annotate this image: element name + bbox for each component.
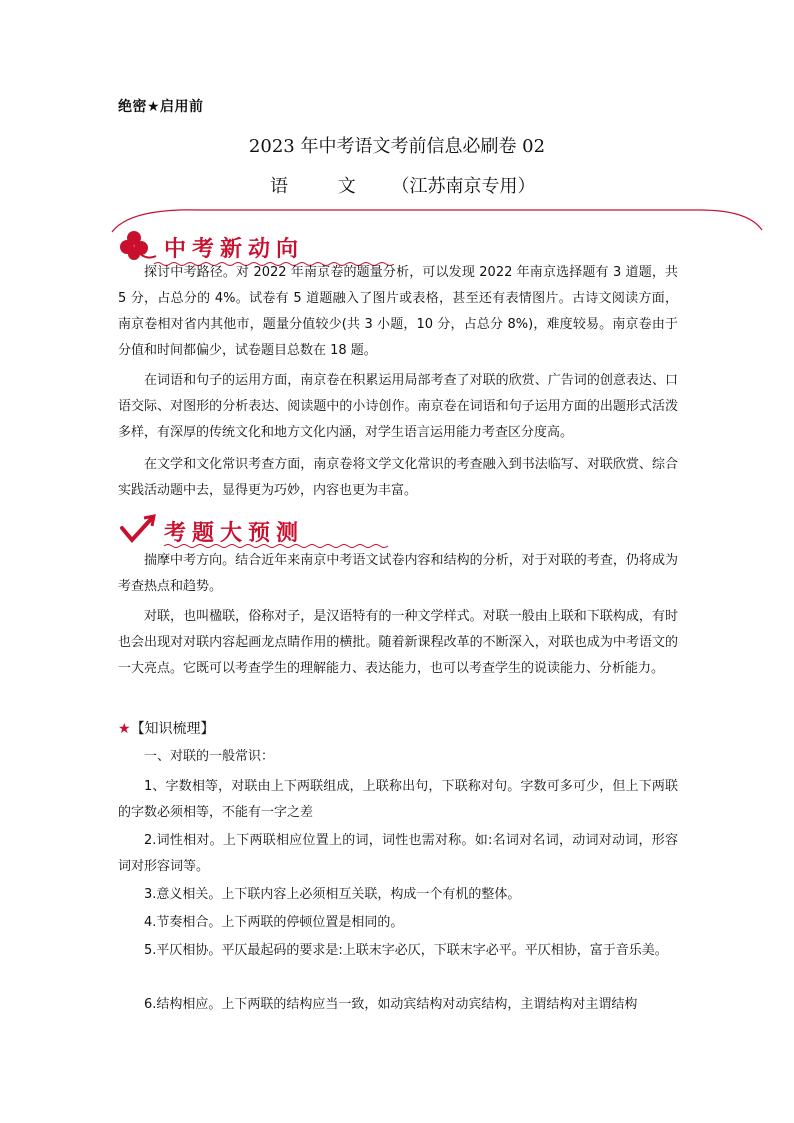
paragraph: 对联，也叫楹联，俗称对子，是汉语特有的一种文学样式。对联一般由上联和下联构成，有时也会出现对对联内容起画龙点睛作用的横批。随着新课程改革的不断深入，对联也成为中考语文的一大亮点。它既可以考查学生的理解能力、表达能力，也可以考查学生的说读能力、分析能力。 — [118, 609, 678, 676]
region-label: （江苏南京专用） — [391, 176, 536, 197]
page-title: 2023 年中考语文考前信息必刷卷 02 — [248, 136, 546, 157]
list-item: 4.节奏相合。上下两联的停顿位置是相同的。 — [144, 915, 404, 930]
list-item: 一、对联的一般常识： — [144, 749, 275, 764]
list-item: 3.意义相关。上下联内容上必须相互关联，构成一个有机的整体。 — [144, 887, 521, 902]
subject-label: 语 文 — [270, 176, 378, 197]
paragraph: 在词语和句子的运用方面，南京卷在积累运用局部考查了对联的欣赏、广告词的创意表达、口语交际、对图形的分析表达、阅读题中的小诗创作。南京卷在词语和句子运用方面的出题形式活泼多样，有深厚的传统文化和地方文化内涵，对学生语言运用能力考查区分度高。 — [118, 373, 678, 440]
list-item: 6.结构相应。上下两联的结构应当一致，如动宾结构对动宾结构，主谓结构对主谓结构 — [144, 997, 638, 1012]
list-item: 1、字数相等，对联由上下两联组成，上联称出句，下联称对句。字数可多可少，但上下两联的字数必须相等，不能有一字之差 — [118, 779, 678, 820]
star-icon: ★ — [118, 721, 131, 737]
paragraph: 揣摩中考方向。结合近年来南京中考语文试卷内容和结构的分析，对于对联的考查，仍将成为考查热点和趋势。 — [118, 553, 678, 594]
section-heading-label: 考题大预测 — [164, 521, 305, 546]
secret-label: 绝密★启用前 — [118, 99, 204, 115]
section-heading-predictions — [118, 510, 438, 550]
knowledge-heading-label: 【知识梳理】 — [130, 721, 215, 737]
list-item: 2.词性相对。上下两联相应位置上的词，词性也需对称。如:名词对名词，动词对动词，形容词对形容词等。 — [118, 833, 678, 874]
knowledge-heading — [118, 718, 215, 738]
section-heading-label: 中考新动向 — [164, 237, 305, 262]
list-item: 5.平仄相协。平仄最起码的要求是:上联末字必仄，下联末字必平。平仄相协，富于音乐美。 — [144, 943, 668, 958]
paragraph: 在文学和文化常识考查方面，南京卷将文学文化常识的考查融入到书法临写、对联欣赏、综合实践活动题中去，显得更为巧妙，内容也更为丰富。 — [118, 457, 678, 498]
header-arc-line — [0, 0, 794, 260]
paragraph: 探讨中考路径。对 2022 年南京卷的题量分析，可以发现 2022 年南京选择题有 3 道题，共 5 分，占总分的 4%。试卷有 5 道题融入了图片或表格，甚至还有表情图片。古诗文阅读方面，南京卷相对省内其他市，题量分值较少(共 3 小题，10 分，占总分 8%)，难度较易。南京卷由于分值和时间都偏少，试卷题目总数在 18 题。 — [118, 265, 678, 358]
